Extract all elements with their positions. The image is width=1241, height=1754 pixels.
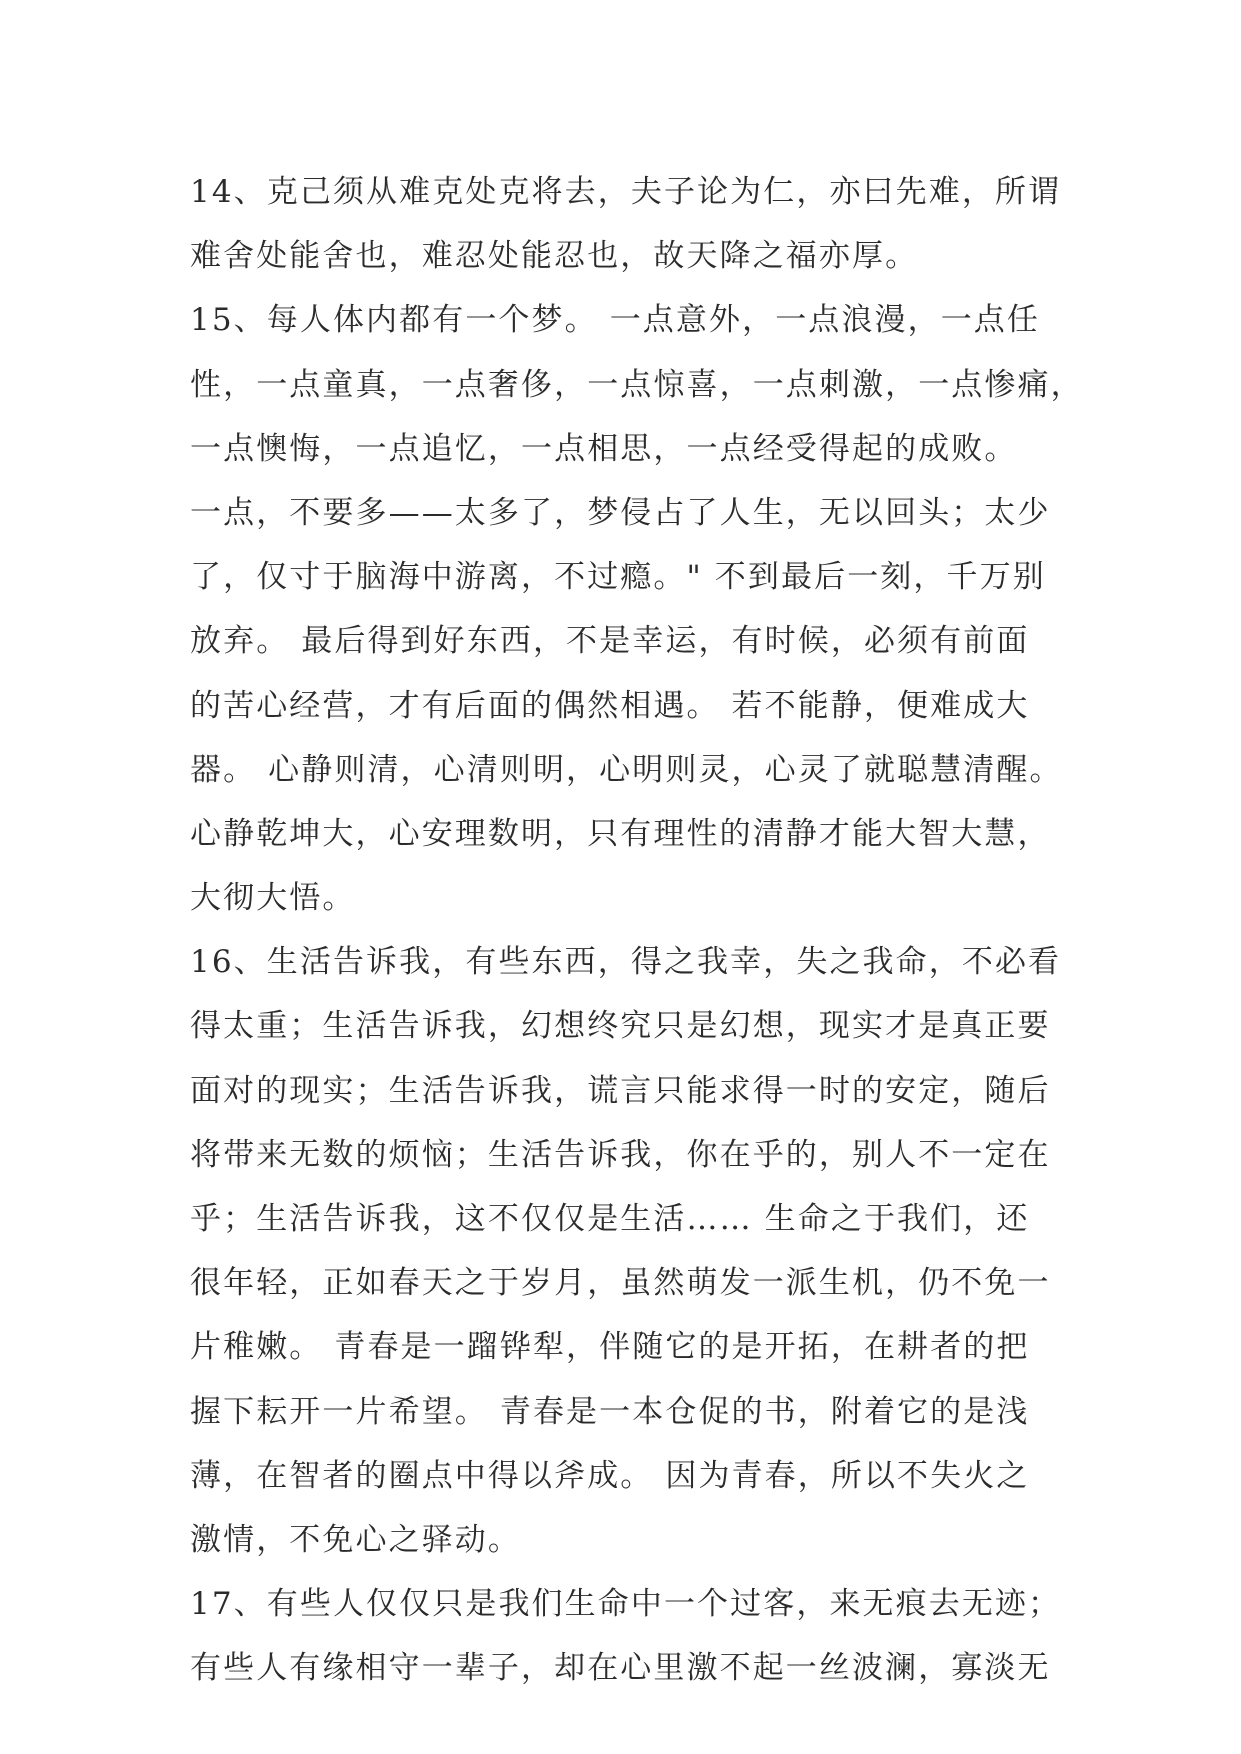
text-line: 放弃。 最后得到好东西，不是幸运，有时候，必须有前面: [190, 623, 1030, 660]
text-line: 了，仅寸于脑海中游离，不过瘾。" 不到最后一刻，千万别: [190, 559, 1046, 596]
text-line: 大彻大悟。: [190, 880, 356, 917]
text-line: 握下耘开一片希望。 青春是一本仓促的书，附着它的是浅: [190, 1393, 1030, 1430]
text-line: 16、生活告诉我，有些东西，得之我幸，失之我命，不必看: [190, 944, 1062, 981]
text-line: 心静乾坤大，心安理数明，只有理性的清静才能大智大慧，: [190, 815, 1051, 852]
text-line: 难舍处能舍也，难忍处能忍也，故天降之福亦厚。: [190, 238, 919, 275]
text-line: 一点懊悔，一点追忆，一点相思，一点经受得起的成败。: [190, 430, 1018, 467]
text-line: 器。 心静则清，心清则明，心明则灵，心灵了就聪慧清醒。: [190, 751, 1063, 788]
text-line: 15、每人体内都有一个梦。 一点意外，一点浪漫，一点任: [190, 302, 1040, 339]
body-text: [190, 160, 1084, 1701]
text-line: 的苦心经营，才有后面的偶然相遇。 若不能静，便难成大: [190, 687, 1030, 724]
text-line: 有些人有缘相守一辈子，却在心里激不起一丝波澜，寡淡无: [190, 1650, 1051, 1687]
text-line: 乎；生活告诉我，这不仅仅是生活…… 生命之于我们，还: [190, 1201, 1030, 1237]
text-line: 薄，在智者的圈点中得以斧成。 因为青春，所以不失火之: [190, 1457, 1030, 1494]
text-line: 得太重；生活告诉我，幻想终究只是幻想，现实才是真正要: [190, 1008, 1051, 1045]
text-line: 一点，不要多——太多了，梦侵占了人生，无以回头；太少: [190, 494, 1051, 531]
text-line: 将带来无数的烦恼；生活告诉我，你在乎的，别人不一定在: [190, 1136, 1051, 1173]
text-line: 14、克己须从难克处克将去，夫子论为仁，亦曰先难，所谓: [190, 174, 1062, 210]
text-line: 片稚嫩。 青春是一蹓铧犁，伴随它的是开拓，在耕者的把: [190, 1329, 1030, 1366]
text-line: 激情，不免心之驿动。: [190, 1521, 521, 1558]
text-line: 17、有些人仅仅只是我们生命中一个过客，来无痕去无迹；: [190, 1586, 1062, 1623]
text-line: 性，一点童真，一点奢侈，一点惊喜，一点刺激，一点惨痛，: [190, 366, 1084, 403]
text-line: 很年轻，正如春天之于岁月，虽然萌发一派生机，仍不免一: [190, 1265, 1051, 1302]
text-line: 面对的现实；生活告诉我，谎言只能求得一时的安定，随后: [190, 1072, 1051, 1109]
